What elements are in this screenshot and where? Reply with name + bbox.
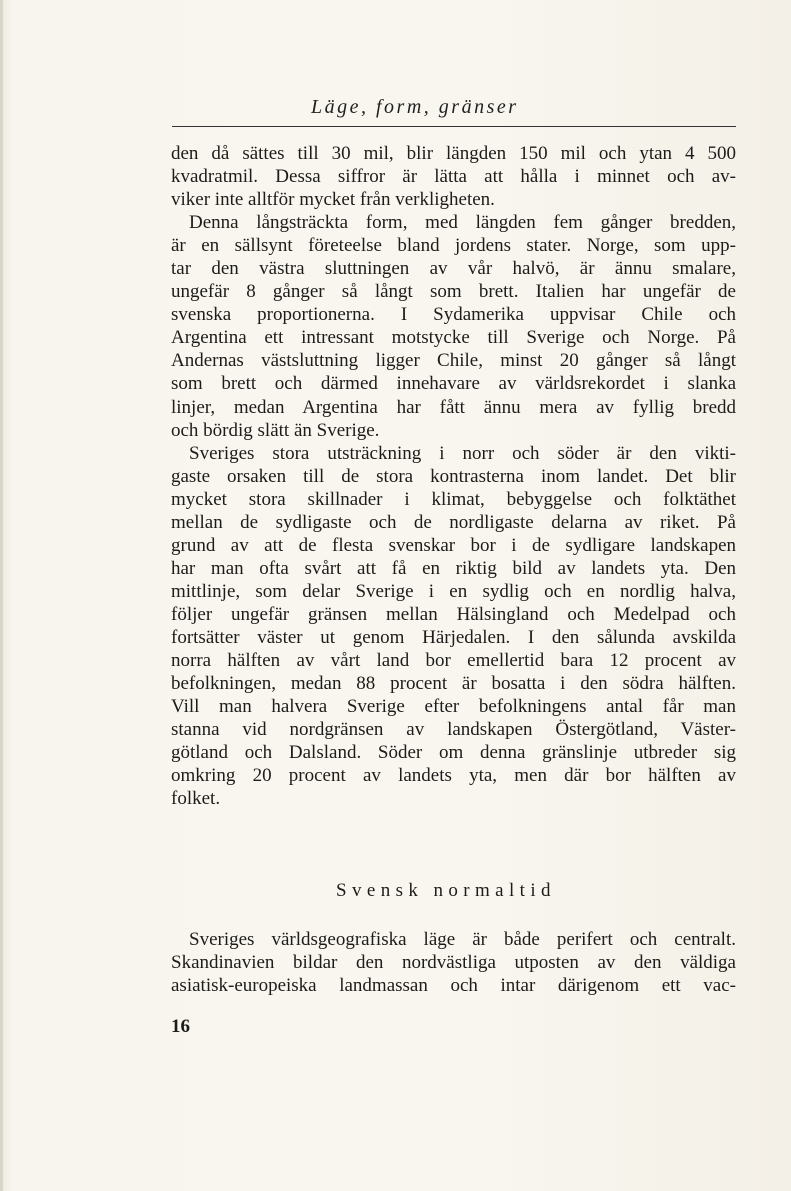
text-line: götland och Dalsland. Söder om denna gränslinje utbreder sig [171, 742, 736, 764]
paragraph-3 [171, 442, 736, 811]
text-line: omkring 20 procent av landets yta, men där bor hälften av [171, 765, 736, 787]
text-line: linjer, medan Argentina har fått ännu mera av fyllig bredd [171, 396, 736, 418]
body-text [171, 142, 736, 810]
text-line: stanna vid nordgränsen av landskapen Östergötland, Väster- [171, 719, 736, 741]
text-line: svenska proportionerna. I Sydamerika uppvisar Chile och [171, 304, 736, 326]
text-line: Sveriges världsgeografiska läge är både perifert och centralt. [189, 929, 736, 950]
text-line: grund av att de flesta svenskar bor i de sydligare landskapen [171, 534, 736, 556]
text-line: folket. [171, 788, 221, 810]
text-line: kvadratmil. Dessa siffror är lätta att hålla i minnet och av- [171, 166, 736, 188]
paragraph-1 [171, 142, 736, 211]
text-line: tar den västra sluttningen av vår halvö, är ännu smalare, [171, 258, 736, 280]
running-head: Läge, form, gränser [311, 96, 519, 118]
text-line: och bördig slätt än Sverige. [171, 419, 380, 441]
text-line: Andernas västsluttning ligger Chile, minst 20 gånger så långt [171, 350, 736, 372]
text-line: viker inte alltför mycket från verkligheten. [171, 189, 495, 211]
page-edge [0, 0, 3, 1191]
paragraph-4 [171, 928, 736, 997]
text-line: den då sättes till 30 mil, blir längden 150 mil och ytan 4 500 [171, 143, 736, 164]
text-line: asiatisk-europeiska landmassan och intar därigenom ett vac- [171, 975, 736, 997]
text-line: som brett och därmed innehavare av världsrekordet i slanka [171, 373, 736, 395]
section-body-text [171, 928, 736, 997]
text-line: är en sällsynt företeelse bland jordens stater. Norge, som upp- [171, 235, 736, 257]
text-line: ungefär 8 gånger så långt som brett. Italien har ungefär de [171, 281, 736, 303]
header-rule [172, 126, 736, 127]
text-line: har man ofta svårt att få en riktig bild av landets yta. Den [171, 557, 736, 579]
text-line: Skandinavien bildar den nordvästliga utposten av den väldiga [171, 952, 736, 974]
text-line: fortsätter väster ut genom Härjedalen. I den sålunda avskilda [171, 626, 736, 648]
text-line: Sveriges stora utsträckning i norr och söder är den vikti- [189, 442, 736, 464]
text-line: Argentina ett intressant motstycke till Sverige och Norge. På [171, 327, 736, 349]
text-line: mittlinje, som delar Sverige i en sydlig och en nordlig halva, [171, 580, 736, 602]
text-line: mellan de sydligaste och de nordligaste delarna av riket. På [171, 511, 736, 533]
page-number: 16 [171, 1016, 190, 1037]
text-line: befolkningen, medan 88 procent är bosatta i den södra hälften. [171, 673, 736, 695]
text-line: Denna långsträckta form, med längden fem gånger bredden, [189, 212, 736, 234]
text-line: mycket stora skillnader i klimat, bebyggelse och folktäthet [171, 488, 736, 510]
text-line: gaste orsaken till de stora kontrasterna inom landet. Det blir [171, 465, 736, 487]
text-line: Vill man halvera Sverige efter befolkningens antal får man [171, 696, 736, 718]
text-line: norra hälften av vårt land bor emellertid bara 12 procent av [171, 650, 736, 672]
paragraph-2 [171, 211, 736, 441]
section-heading: Svensk normaltid [336, 880, 556, 901]
text-line: följer ungefär gränsen mellan Hälsingland och Medelpad och [171, 603, 736, 625]
